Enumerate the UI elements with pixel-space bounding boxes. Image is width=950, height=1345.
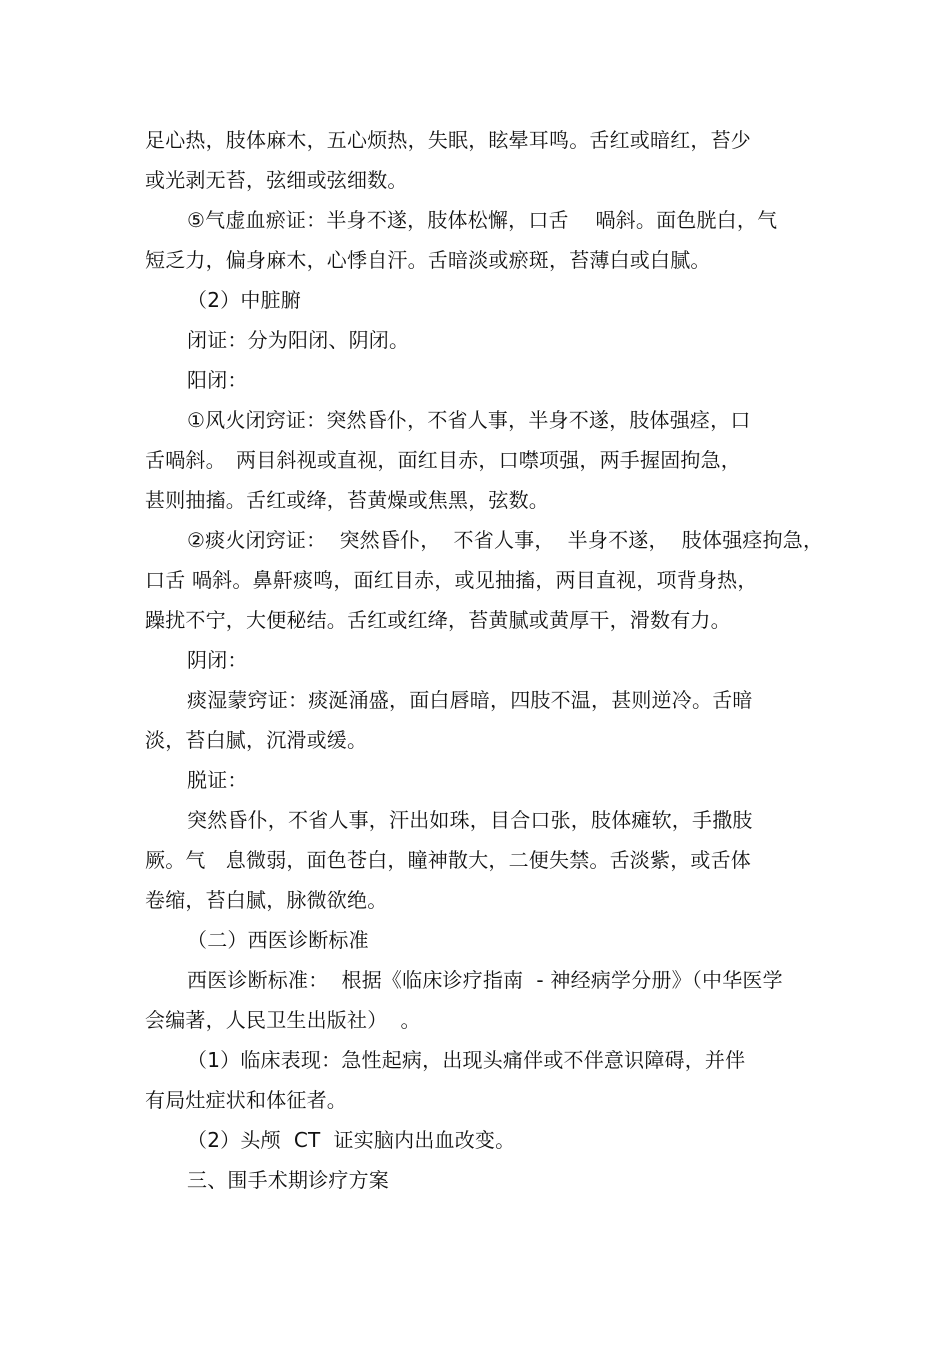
- section-heading: 三、围手术期诊疗方案: [187, 1168, 389, 1192]
- text-line: 甚则抽搐。舌红或绛，苔黄燥或焦黑，弦数。: [145, 488, 549, 512]
- text-line: 突然昏仆，不省人事，汗出如珠，目合口张，肢体瘫软，手撒肢: [187, 808, 753, 832]
- text-line: 口舌 喎斜。鼻鼾痰鸣，面红目赤，或见抽搐，两目直视，项背身热，: [145, 568, 758, 592]
- text-line: 或光剥无苔，弦细或弦细数。: [145, 168, 408, 192]
- text-line: 躁扰不宁，大便秘结。舌红或红绛，苔黄腻或黄厚干，滑数有力。: [145, 608, 731, 632]
- text-line: 有局灶症状和体征者。: [145, 1088, 347, 1112]
- section-heading: （二）西医诊断标准: [187, 928, 369, 952]
- text-line: ②痰火闭窍证： 突然昏仆， 不省人事， 半身不遂， 肢体强痉拘急，: [187, 528, 824, 552]
- text-line: 足心热，肢体麻木，五心烦热，失眠，眩晕耳鸣。舌红或暗红，苔少: [145, 128, 751, 152]
- text-line: 痰湿蒙窍证：痰涎涌盛，面白唇暗，四肢不温，甚则逆冷。舌暗: [187, 688, 753, 712]
- text-line: 舌喎斜。 两目斜视或直视，面红目赤，口噤项强，两手握固拘急，: [145, 448, 741, 472]
- section-heading: （2）中脏腑: [187, 288, 301, 312]
- text-line: 闭证：分为阳闭、阴闭。: [187, 328, 410, 352]
- text-line: 阳闭：: [187, 368, 248, 392]
- text-line: 西医诊断标准： 根据《临床诊疗指南 - 神经病学分册》（中华医学: [187, 968, 783, 992]
- text-line: 脱证：: [187, 768, 248, 792]
- text-line: 卷缩，苔白腻，脉微欲绝。: [145, 888, 388, 912]
- text-line: 厥。气 息微弱，面色苍白，瞳神散大，二便失禁。舌淡紫，或舌体: [145, 848, 751, 872]
- text-line: 会编著，人民卫生出版社） 。: [145, 1008, 421, 1032]
- text-line: （2）头颅 CT 证实脑内出血改变。: [187, 1128, 516, 1152]
- text-line: （1）临床表现：急性起病，出现头痛伴或不伴意识障碍，并伴: [187, 1048, 746, 1072]
- text-line: ⑤气虚血瘀证：半身不遂，肢体松懈，口舌 喎斜。面色胱白，气: [187, 208, 778, 232]
- text-line: 短乏力，偏身麻木，心悸自汗。舌暗淡或瘀斑，苔薄白或白腻。: [145, 248, 711, 272]
- text-line: ①风火闭窍证：突然昏仆，不省人事，半身不遂，肢体强痉，口: [187, 408, 751, 432]
- text-line: 淡，苔白腻，沉滑或缓。: [145, 728, 368, 752]
- text-line: 阴闭：: [187, 648, 248, 672]
